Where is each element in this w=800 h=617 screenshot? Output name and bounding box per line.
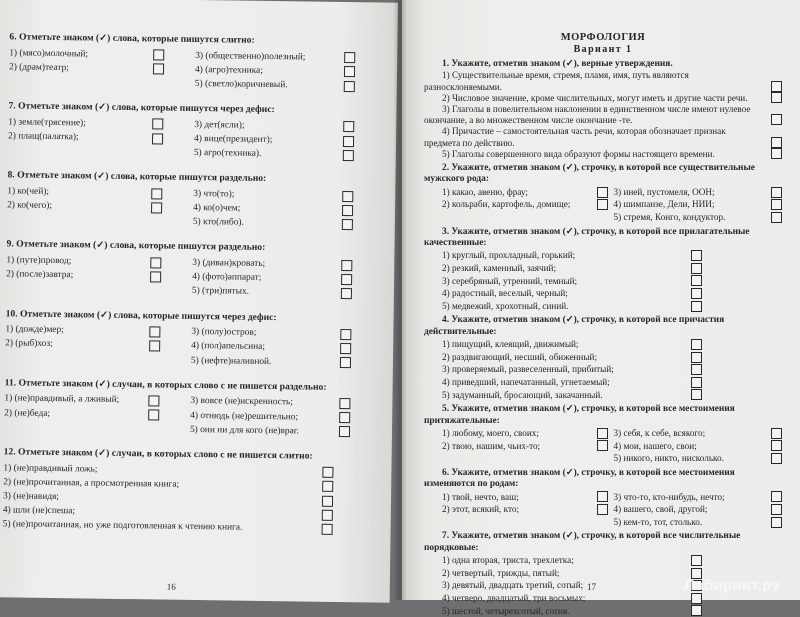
statement-row	[424, 93, 782, 104]
answer-checkbox[interactable]	[691, 263, 702, 274]
answer-checkbox[interactable]	[597, 440, 608, 451]
answer-checkbox[interactable]	[151, 202, 162, 213]
option-right	[608, 503, 782, 516]
option-text: 3) (общественно)полезный;	[195, 50, 306, 63]
answer-checkbox[interactable]	[341, 260, 352, 271]
option-left	[424, 440, 608, 453]
option-row	[424, 262, 702, 275]
option-text: 3) проверяемый, развеселенный, прибитый;	[442, 364, 614, 375]
answer-checkbox[interactable]	[341, 274, 352, 285]
variant-subtitle: Вариант 1	[573, 44, 633, 55]
option-row	[424, 300, 702, 313]
option-row	[7, 198, 162, 214]
option-row	[193, 215, 353, 231]
option-text: 1) любому, моего, своих;	[442, 428, 539, 438]
options-col-right	[185, 325, 342, 370]
option-row	[424, 503, 782, 516]
watermark-logo: Лабиринт.ру	[684, 577, 780, 594]
option-text: 5) (не)прочитанная, но уже подготовленная к чтению книга.	[2, 519, 243, 533]
options-list	[3, 461, 374, 537]
answer-checkbox[interactable]	[342, 191, 353, 202]
option-text: 4) приведший, напечатанный, угнетаемый;	[442, 377, 610, 387]
question-heading: 2. Укажите, отметив знаком (✓), строчку, в которой все существительные мужского рода:	[424, 163, 755, 185]
option-text: 3) что(то);	[193, 188, 235, 200]
options-col-left	[4, 392, 185, 437]
options-col-left	[9, 46, 190, 91]
right-page	[402, 0, 800, 616]
option-text: 3) серебряный, утренний, темный;	[442, 275, 578, 286]
option-row	[5, 337, 160, 353]
option-left	[424, 516, 608, 529]
option-text: 1) (не)правдивый ложь;	[3, 462, 98, 475]
option-text: 1) земле(трясение);	[8, 117, 86, 129]
answer-checkbox[interactable]	[148, 409, 159, 420]
option-text: 4) мои, нашего, свои;	[613, 440, 697, 451]
answer-checkbox[interactable]	[771, 137, 782, 148]
left-page	[0, 0, 398, 603]
book-gutter	[393, 0, 407, 600]
options-grid	[6, 253, 377, 301]
option-left	[424, 198, 608, 211]
option-text: 2) четвертый, трижды, пятый;	[442, 567, 560, 578]
option-text: 2) твою, нашим, чьих-то;	[442, 440, 541, 451]
answer-checkbox[interactable]	[771, 92, 782, 103]
answer-checkbox[interactable]	[322, 509, 333, 520]
option-row	[424, 186, 782, 199]
answer-checkbox[interactable]	[691, 593, 702, 604]
options-grid	[8, 115, 379, 163]
option-text: 2) ко(чего);	[7, 200, 53, 212]
statement-text: 4) Причастие – самостоятельная часть речи, которая обозначает признак предмета по действию.	[424, 126, 726, 148]
question-heading: 8. Отметьте знаком (✓) слова, которые пишутся раздельно:	[7, 169, 267, 185]
answer-checkbox[interactable]	[691, 275, 702, 286]
answer-checkbox[interactable]	[340, 357, 351, 368]
question-heading: 12. Отметьте знаком (✓) случаи, в которых слово с не пишется слитно:	[3, 446, 313, 462]
option-text: 4) отнюдь (не)решительно;	[190, 410, 299, 422]
answer-checkbox[interactable]	[771, 148, 782, 159]
option-row	[195, 77, 355, 93]
option-row	[6, 268, 161, 284]
question-heading: 10. Отметьте знаком (✓) слова, которые пишутся через дефис:	[5, 307, 277, 323]
option-row	[9, 60, 164, 76]
answer-checkbox[interactable]	[344, 66, 355, 77]
answer-checkbox[interactable]	[691, 339, 702, 350]
option-row	[424, 554, 702, 567]
options-grid	[4, 392, 375, 440]
question-heading: 4. Укажите, отметив знаком (✓), строчку, в которой все причастия действительные:	[424, 315, 725, 337]
answer-checkbox[interactable]	[597, 199, 608, 210]
question-heading: 11. Отметьте знаком (✓) случаи, в которых слово с не пишется раздельно:	[4, 377, 327, 393]
option-text: 2) кольраби, картофель, домище;	[442, 199, 571, 210]
option-text: 5) никого, никто, нисколько.	[613, 453, 724, 464]
option-right	[608, 211, 782, 224]
answer-checkbox[interactable]	[771, 491, 782, 502]
answer-checkbox[interactable]	[342, 205, 353, 216]
answer-checkbox[interactable]	[597, 491, 608, 502]
option-row	[424, 605, 702, 617]
option-row	[192, 284, 352, 300]
question-heading: 9. Отметьте знаком (✓) слова, которые пишутся раздельно:	[6, 238, 266, 254]
option-row	[8, 129, 163, 145]
option-right	[608, 516, 782, 529]
option-text: 3) (не)навидя;	[2, 491, 60, 502]
answer-checkbox[interactable]	[597, 428, 608, 439]
answer-checkbox[interactable]	[152, 119, 163, 130]
option-text: 4) четверо, двадцатый, три восьмых;	[442, 592, 586, 603]
option-row	[424, 376, 702, 389]
option-text: 4) радостный, веселый, черный;	[442, 288, 568, 299]
answer-checkbox[interactable]	[597, 504, 608, 515]
option-text: 5) медвежий, хрохотный, синий.	[442, 300, 569, 311]
answer-checkbox[interactable]	[339, 398, 350, 409]
answer-checkbox[interactable]	[691, 301, 702, 312]
right-page-body	[424, 59, 782, 617]
options-col-left	[7, 184, 188, 229]
options-col-right	[184, 394, 341, 439]
option-row	[424, 338, 702, 351]
option-right	[608, 491, 782, 504]
option-right	[608, 198, 782, 211]
option-text: 1) (не)правдивый, а лживый;	[4, 393, 120, 406]
option-text: 5) задуманный, бросающий, закачанный.	[442, 389, 603, 400]
option-text: 5) (светло)коричневый.	[194, 78, 288, 91]
option-text: 3) себя, к себе, всякого;	[613, 428, 706, 438]
option-text: 4) шимпанзе, Дели, НИИ;	[613, 199, 715, 210]
answer-checkbox[interactable]	[691, 288, 702, 299]
statement-row	[424, 104, 782, 126]
option-text: 1) (дожде)мер;	[5, 324, 64, 336]
answer-checkbox[interactable]	[340, 343, 351, 354]
answer-checkbox[interactable]	[153, 64, 164, 75]
answer-checkbox[interactable]	[691, 555, 702, 566]
question-heading: 6. Укажите, отметив знаком (✓), строчку, в которой все местоимения изменяются по родам:	[424, 467, 735, 490]
option-row	[424, 427, 782, 440]
option-text: 4) вице(президент);	[193, 133, 273, 145]
options-grid	[9, 46, 380, 94]
option-left	[424, 503, 608, 516]
answer-checkbox[interactable]	[150, 271, 161, 282]
option-text: 4) (фото)аппарат;	[192, 272, 262, 284]
answer-checkbox[interactable]	[322, 495, 333, 506]
answer-checkbox[interactable]	[153, 50, 164, 61]
option-row	[424, 198, 782, 211]
answer-checkbox[interactable]	[340, 329, 351, 340]
option-text: 1) ко(чей);	[7, 186, 50, 197]
option-text: 5) (нефте)наливной.	[190, 355, 272, 367]
statement-row	[424, 70, 782, 92]
answer-checkbox[interactable]	[771, 199, 782, 210]
answer-checkbox[interactable]	[149, 340, 160, 351]
answer-checkbox[interactable]	[691, 364, 702, 375]
option-row	[424, 249, 702, 262]
answer-checkbox[interactable]	[322, 481, 333, 492]
answer-checkbox[interactable]	[343, 136, 354, 147]
option-left	[424, 186, 608, 199]
option-row	[424, 389, 702, 402]
option-text: 5) агро(техника).	[193, 148, 262, 160]
option-text: 3) что-то, кто-нибудь, нечто;	[613, 491, 725, 502]
options-col-right	[189, 48, 346, 93]
answer-checkbox[interactable]	[691, 352, 702, 363]
answer-checkbox[interactable]	[152, 133, 163, 144]
option-right	[608, 427, 782, 440]
option-row	[190, 423, 350, 439]
options-col-left	[8, 115, 189, 160]
answer-checkbox[interactable]	[344, 81, 355, 92]
question-heading: 7. Отметьте знаком (✓) слова, которые пишутся через дефис:	[8, 100, 275, 116]
statement-row	[424, 149, 782, 160]
option-right	[608, 452, 782, 465]
option-row	[424, 491, 782, 504]
option-text: 4) шли (не)спеша;	[2, 505, 76, 517]
answer-checkbox[interactable]	[691, 605, 702, 616]
answer-checkbox[interactable]	[771, 187, 782, 198]
option-text: 5) (три)пятых.	[191, 286, 250, 298]
answer-checkbox[interactable]	[691, 250, 702, 261]
options-col-right	[188, 118, 345, 163]
option-row	[424, 567, 702, 580]
option-text: 4) ко(о)чем;	[193, 203, 241, 214]
question-heading: 7. Укажите, отметив знаком (✓), строчку, в которой все числительные порядковые:	[424, 531, 741, 553]
options-col	[3, 461, 334, 537]
answer-checkbox[interactable]	[691, 377, 702, 388]
option-row	[424, 579, 702, 592]
option-row	[424, 452, 782, 465]
page-number: 17	[587, 582, 596, 592]
options-col-left	[6, 253, 187, 298]
option-text: 2) (драм)театр;	[8, 62, 69, 73]
answer-checkbox[interactable]	[149, 326, 160, 337]
answer-checkbox[interactable]	[343, 121, 354, 132]
option-text: 3) (диван)кровать;	[192, 257, 266, 270]
option-text: 5) стремя, Конго, кондуктор.	[613, 212, 726, 223]
question-heading: 3. Укажите, отметив знаком (✓), строчку, в которой все прилагательные качественные:	[424, 226, 750, 249]
option-text: 2) этот, всякий, кто;	[442, 504, 520, 515]
option-text: 4) вашего, свой, другой;	[613, 504, 708, 515]
question-heading: 5. Укажите, отметив знаком (✓), строчку, в которой все местоимения притяжательные:	[424, 404, 735, 426]
options-col-right	[186, 256, 343, 301]
option-text: 3) (полу)остров;	[191, 327, 257, 339]
answer-checkbox[interactable]	[771, 517, 782, 528]
answer-checkbox[interactable]	[771, 453, 782, 464]
option-right	[608, 440, 782, 453]
statement-text: 1) Существительные время, стремя, пламя, имя, путь являются разносклоняемыми.	[424, 70, 689, 92]
answer-checkbox[interactable]	[771, 114, 782, 125]
answer-checkbox[interactable]	[771, 504, 782, 515]
option-right	[608, 186, 782, 199]
option-text: 2) (не)беда;	[4, 407, 51, 419]
answer-checkbox[interactable]	[771, 212, 782, 223]
answer-checkbox[interactable]	[771, 428, 782, 439]
option-text: 3) иней, пустомеля, ООН;	[613, 186, 715, 197]
option-text: 1) (путе)провод;	[6, 255, 72, 267]
option-row	[424, 363, 702, 376]
answer-checkbox[interactable]	[344, 52, 355, 63]
option-text: 1) круглый, прохладный, горький;	[442, 250, 576, 261]
options-col-right	[187, 187, 344, 232]
statement-row	[424, 126, 782, 148]
option-left	[424, 211, 608, 224]
option-row	[424, 287, 702, 300]
option-text: 2) (после)завтра;	[6, 269, 74, 281]
option-text: 5) они ни для кого (не)враг.	[189, 424, 299, 437]
option-text: 1) твой, нечто, ваш;	[442, 491, 519, 502]
section-title: МОРФОЛОГИЯ	[560, 32, 646, 43]
answer-checkbox[interactable]	[322, 524, 333, 535]
option-text: 2) (рыб)хоз;	[5, 338, 53, 350]
answer-checkbox[interactable]	[322, 467, 333, 478]
option-row	[424, 275, 702, 288]
option-left	[424, 452, 608, 465]
answer-checkbox[interactable]	[691, 389, 702, 400]
statement-text: 2) Числовое значение, кроме числительных, могут иметь и другие части речи.	[442, 92, 748, 103]
option-row	[424, 351, 702, 364]
answer-checkbox[interactable]	[771, 81, 782, 92]
question-heading: 1. Укажите, отметив знаком (✓), верные утверждения.	[442, 59, 673, 69]
option-text: 3) девятый, двадцать третий, сотый;	[442, 580, 584, 591]
option-text: 2) резкий, каменный, заячий;	[442, 263, 557, 274]
option-row	[424, 440, 782, 453]
question-heading: 6. Отметьте знаком (✓) слова, которые пишутся слитно:	[9, 31, 255, 46]
option-text: 2) плащ(палатка);	[8, 131, 79, 143]
option-text: 1) пищущий, клеящий, движимый;	[442, 339, 579, 350]
statement-text: 3) Глаголы в повелительном наклонении в единственном числе имеют нулевое окончание, а во множественном числе окончание -те.	[424, 104, 751, 126]
page-number: 16	[166, 581, 176, 592]
option-row	[424, 516, 782, 529]
answer-checkbox[interactable]	[339, 412, 350, 423]
answer-checkbox[interactable]	[597, 187, 608, 198]
option-row	[424, 592, 702, 605]
option-row	[191, 354, 351, 370]
answer-checkbox[interactable]	[150, 257, 161, 268]
answer-checkbox[interactable]	[771, 440, 782, 451]
option-text: 1) одна вторая, триста, трехлетка;	[442, 555, 574, 566]
answer-checkbox[interactable]	[342, 219, 353, 230]
option-text: 5) кем-то, тот, столько.	[613, 516, 703, 527]
options-grid	[5, 323, 376, 371]
option-left	[424, 427, 608, 440]
option-text: 2) (не)прочитанная, а просмотренная книга;	[3, 477, 180, 490]
option-text: 3) дет(ясли);	[194, 119, 245, 131]
answer-checkbox[interactable]	[341, 288, 352, 299]
options-col-left	[5, 323, 186, 368]
options-grid	[7, 184, 378, 232]
option-text: 3) вовсе (не)искренность;	[190, 396, 293, 408]
option-text: 4) (пол)апельсина;	[191, 341, 266, 353]
option-row	[194, 146, 354, 162]
option-text: 1) (мясо)молочный;	[9, 47, 89, 60]
answer-checkbox[interactable]	[148, 395, 159, 406]
option-row	[424, 211, 782, 224]
answer-checkbox[interactable]	[151, 188, 162, 199]
statement-text: 5) Глаголы совершенного вида образуют формы настоящего времени.	[442, 148, 715, 159]
option-text: 4) (агро)техника;	[194, 64, 263, 76]
answer-checkbox[interactable]	[343, 150, 354, 161]
option-left	[424, 491, 608, 504]
option-text: 5) кто(либо).	[192, 217, 244, 228]
option-text: 1) какао, авеню, фрау;	[442, 186, 528, 197]
answer-checkbox[interactable]	[339, 426, 350, 437]
option-text: 2) раздвигающий, несший, обиженный;	[442, 351, 597, 362]
option-text: 5) шестой, четырехсотый, сотня.	[442, 605, 570, 616]
option-row	[4, 406, 159, 422]
